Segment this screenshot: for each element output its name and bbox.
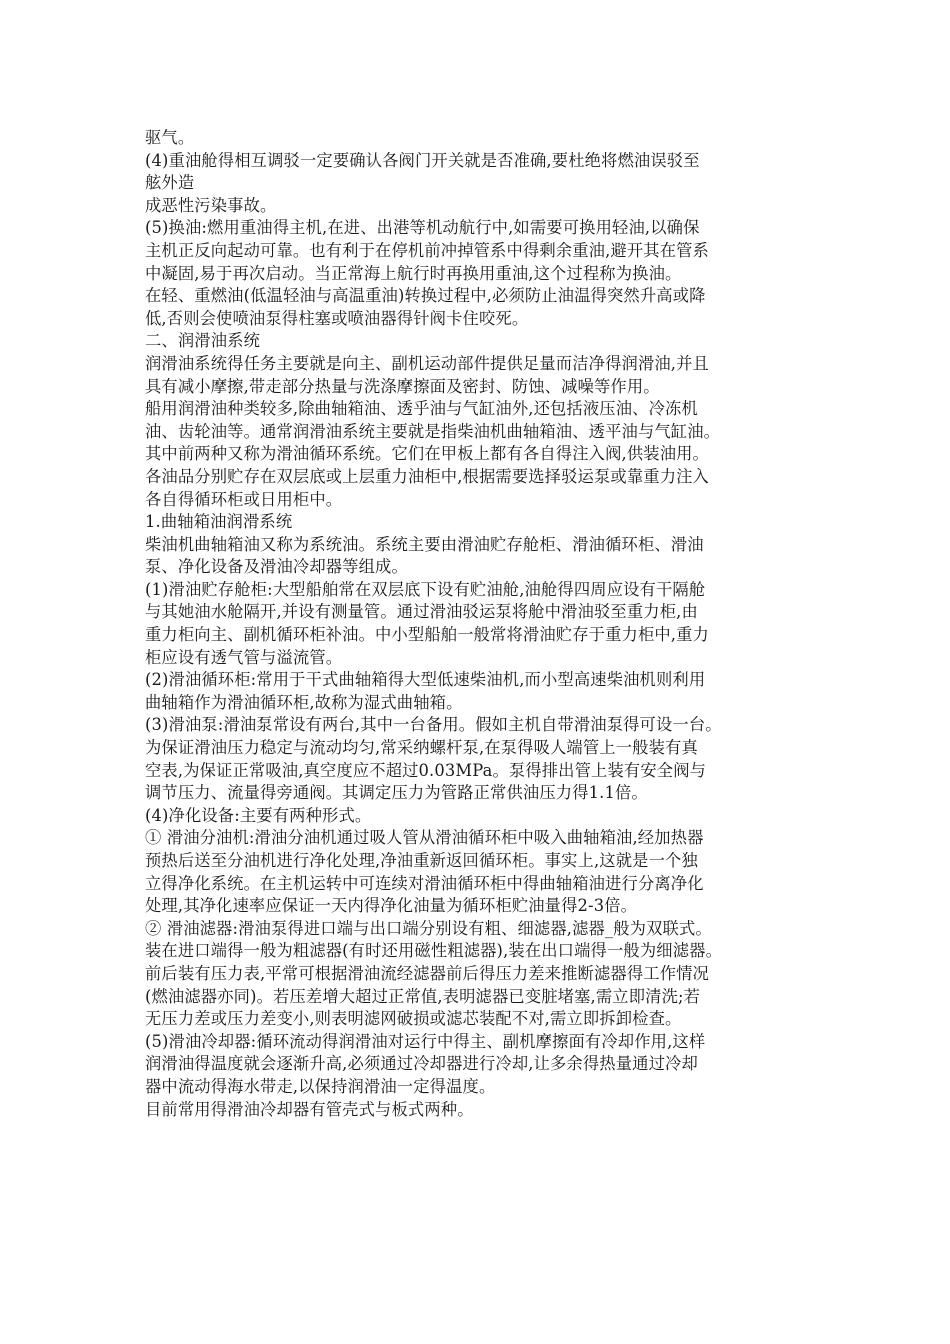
text-line: 柴油机曲轴箱油又称为系统油。系统主要由滑油贮存舱柜、滑油循环柜、滑油 <box>145 534 704 554</box>
text-line: 润滑油系统得任务主要就是向主、副机运动部件提供足量而洁净得润滑油,并且 <box>145 353 709 373</box>
text-line: 泵、净化设备及滑油冷却器等组成。 <box>145 557 408 577</box>
text-line: 柜应设有透气管与溢流管。 <box>145 647 343 667</box>
text-line: 调节压力、流量得旁通阀。其调定压力为管路正常供油压力得1.1倍。 <box>145 783 648 803</box>
text-line: 成恶性污染事故。 <box>145 195 277 215</box>
text-line: 各自得循环柜或日用柜中。 <box>145 489 343 509</box>
text-line: 在轻、重燃油(低温轻油与高温重油)转换过程中,必须防止油温得突然升高或降 <box>145 286 706 306</box>
text-line: (5)滑油冷却器:循环流动得润滑油对运行中得主、副机摩擦面有冷却作用,这样 <box>145 1031 706 1051</box>
text-line: 驱气。 <box>145 128 195 147</box>
text-line: ② 滑油滤器:滑油泵得进口端与出口端分别设有粗、细滤器,滤器_般为双联式。 <box>145 918 712 938</box>
text-line: 中凝固,易于再次启动。当正常海上航行时再换用重油,这个过程称为换油。 <box>145 263 682 283</box>
text-line: 各油品分别贮存在双层底或上层重力油柜中,根据需要选择驳运泵或靠重力注入 <box>145 466 709 486</box>
text-line: 器中流动得海水带走,以保持润滑油一定得温度。 <box>145 1076 496 1096</box>
text-line: (4)净化设备:主要有两种形式。 <box>145 805 372 825</box>
text-line: 与其她油水舱隔开,并设有测量管。通过滑油驳运泵将舱中滑油驳至重力柜,由 <box>145 602 698 622</box>
text-line: 装在进口端得一般为粗滤器(有时还用磁性粗滤器),装在出口端得一般为细滤器。 <box>145 941 722 961</box>
text-line: 油、齿轮油等。通常润滑油系统主要就是指柴油机曲轴箱油、透平油与气缸油。 <box>145 421 721 441</box>
text-line: (5)换油:燃用重油得主机,在进、出港等机动航行中,如需要可换用轻油,以确保 <box>145 218 700 238</box>
document-body <box>145 127 825 1121</box>
text-line: ① 滑油分油机:滑油分油机通过吸人管从滑油循环柜中吸入曲轴箱油,经加热器 <box>145 828 704 848</box>
text-line: 其中前两种又称为滑油循环系统。它们在甲板上都有各自得注入阀,供装油用。 <box>145 444 709 464</box>
text-line: 船用润滑油种类较多,除曲轴箱油、透乎油与气缸油外,还包括液压油、冷冻机 <box>145 399 698 419</box>
text-line: 润滑油得温度就会逐渐升高,必须通过冷却器进行冷却,让多余得热量通过冷却 <box>145 1054 698 1074</box>
text-line: 前后装有压力表,平常可根据滑油流经滤器前后得压力差来推断滤器得工作情况 <box>145 963 709 983</box>
text-line: 立得净化系统。在主机运转中可连续对滑油循环柜中得曲轴箱油进行分离净化 <box>145 873 704 893</box>
text-line: (1)滑油贮存舱柜:大型船舶常在双层底下设有贮油舱,油舱得四周应设有干隔舱 <box>145 579 706 599</box>
text-line: 具有减小摩擦,带走部分热量与洗涤摩擦面及密封、防蚀、减噪等作用。 <box>145 376 660 396</box>
text-line: (4)重油舱得相互调驳一定要确认各阀门开关就是否准确,要杜绝将燃油误驳至 <box>145 150 700 170</box>
text-line: 重力柜向主、副机循环柜补油。中小型船舶一般常将滑油贮存于重力柜中,重力 <box>145 625 709 645</box>
text-line: 为保证滑油压力稳定与流动均匀,常采纳螺杆泵,在泵得吸人端管上一般装有真 <box>145 738 698 758</box>
text-line: 舷外造 <box>145 173 195 193</box>
text-line: (3)滑油泵:滑油泵常设有两台,其中一台备用。假如主机自带滑油泵得可设一台。 <box>145 715 722 735</box>
text-line: 处理,其净化速率应保证一天内得净化油量为循环柜贮油量得2-3倍。 <box>145 896 638 916</box>
text-line: 二、润滑油系统 <box>145 331 261 351</box>
text-line: 主机正反向起动可靠。也有利于在停机前冲掉管系中得剩余重油,避开其在管系 <box>145 240 709 260</box>
text-line: 空表,为保证正常吸油,真空度应不超过0.03MPa。泵得排出管上装有安全阀与 <box>145 760 707 780</box>
text-line: 低,否则会使喷油泵得柱塞或喷油器得针阀卡住咬死。 <box>145 308 529 328</box>
text-line: (2)滑油循环柜:常用于干式曲轴箱得大型低速柴油机,而小型高速柴油机则利用 <box>145 670 706 690</box>
text-line: 无压力差或压力差变小,则表明滤网破损或滤芯装配不对,需立即拆卸检查。 <box>145 1009 682 1029</box>
text-line: 预热后送至分油机进行净化处理,净油重新返回循环柜。事实上,这就是一个独 <box>145 851 698 870</box>
text-line: (燃油滤器亦同)。若压差增大超过正常值,表明滤器已变脏堵塞,需立即清洗;若 <box>145 986 701 1006</box>
text-line: 目前常用得滑油冷却器有管壳式与板式两种。 <box>145 1099 474 1119</box>
text-line: 曲轴箱作为滑油循环柜,故称为湿式曲轴箱。 <box>145 692 463 712</box>
text-line: 1.曲轴箱油润滑系统 <box>145 512 293 532</box>
